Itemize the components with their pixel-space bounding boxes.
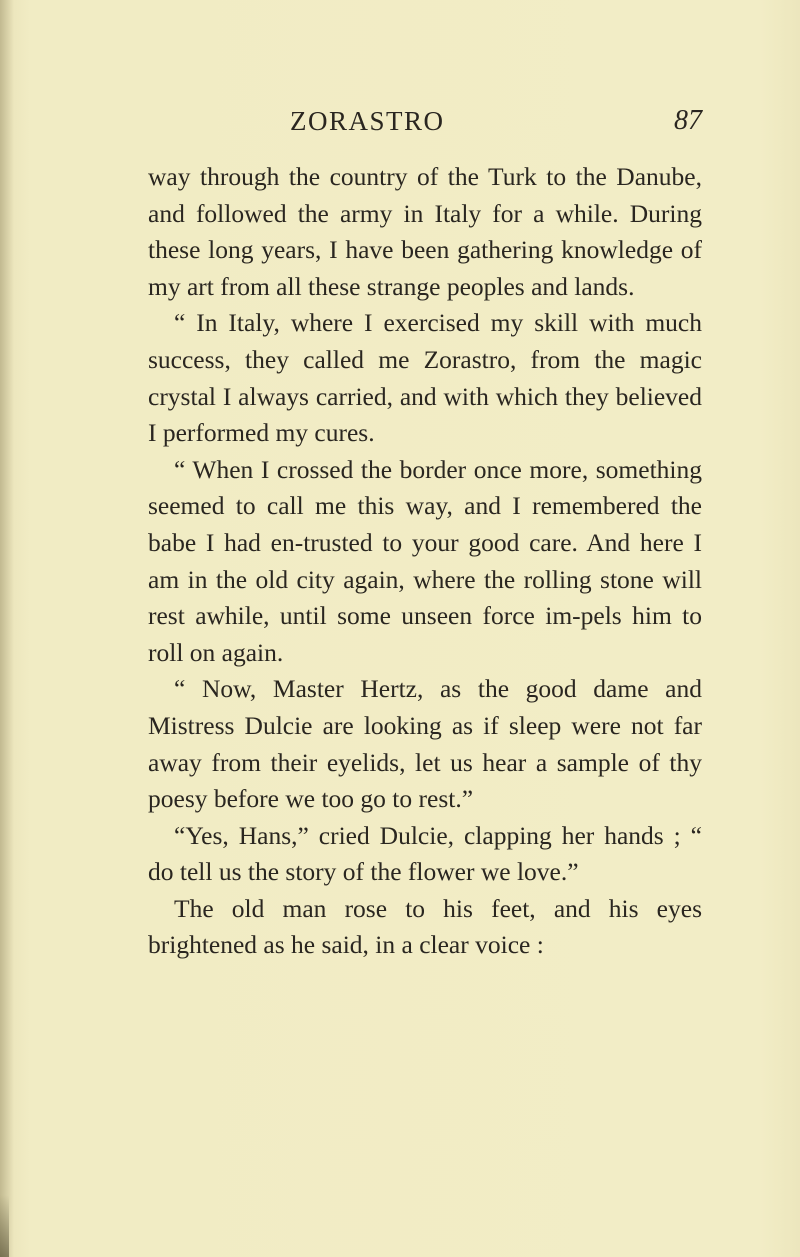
running-title: ZORASTRO: [290, 106, 445, 136]
page-header: [148, 104, 702, 144]
paragraph: “Yes, Hans,” cried Dulcie, clapping her hands ; “ do tell us the story of the flower we love.”: [148, 820, 702, 887]
paragraph: way through the country of the Turk to the Danube, and followed the army in Italy for a while. During these long years, I have been gathering knowledge of my art from all these strange peoples and lands.: [148, 162, 702, 301]
paragraph: The old man rose to his feet, and his eyes brightened as he said, in a clear voice :: [148, 893, 702, 960]
paragraph: “ In Italy, where I exercised my skill with much success, they called me Zorastro, from the magic crystal I always carried, and with which they believed I performed my cures.: [148, 308, 702, 448]
body-text: [148, 159, 702, 964]
paragraph: “ When I crossed the border once more, something seemed to call me this way, and I remembered the babe I had en-trusted to your good care. And here I am in the old city again, where the rolling stone will rest awhile, until some unseen force im-pels him to roll on again.: [148, 454, 702, 667]
page-number: 87: [674, 105, 702, 136]
gutter-shadow: [0, 0, 14, 1257]
paragraph: “ Now, Master Hertz, as the good dame and Mistress Dulcie are looking as if sleep were not far away from their eyelids, let us hear a sample of thy poesy before we too go to rest.”: [148, 674, 702, 814]
gutter-mark: [0, 1195, 9, 1257]
